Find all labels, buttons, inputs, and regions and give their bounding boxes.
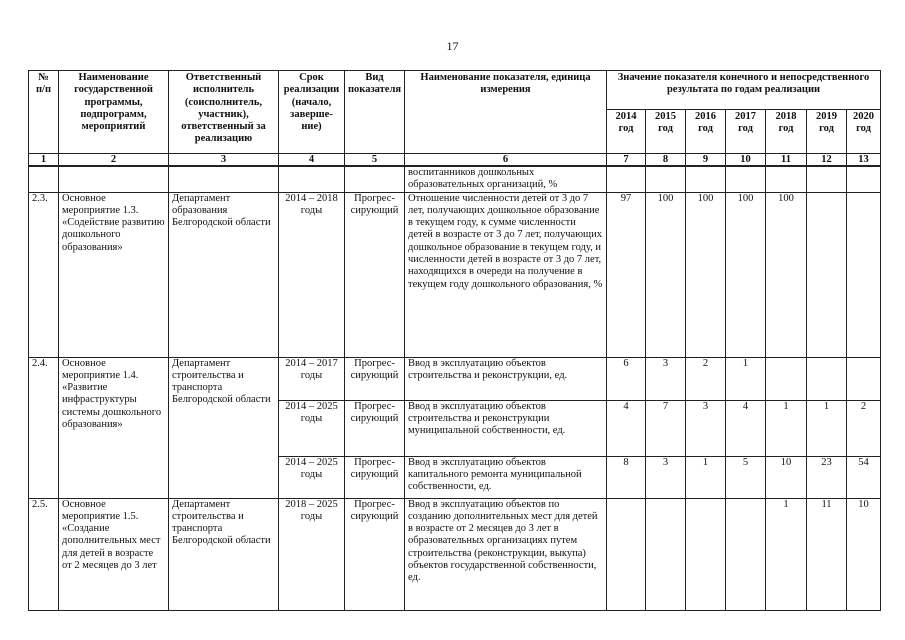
header-year: 2019 год [807,110,847,154]
indicator-name-cell: Ввод в эксплуатацию объектов строительства и реконструкции, ед. [405,357,607,400]
value-cell: 3 [646,456,686,498]
indicator-type-cell: Прогрес-сирующий [345,498,405,610]
indicator-name-cell: воспитанников дошкольных образовательных организаций, % [405,166,607,192]
value-cell: 2 [686,357,726,400]
row-number-cell [29,166,59,192]
header-responsible: Ответственный исполнитель (соисполнитель, участник), ответственный за реализацию [169,71,279,154]
term-cell: 2018 – 2025 годы [279,498,345,610]
column-number: 4 [279,154,345,167]
value-cell: 5 [726,456,766,498]
term-cell [279,166,345,192]
header-number-text: № п/п [35,72,52,96]
header-year: 2015 год [646,110,686,154]
value-cell: 3 [686,400,726,456]
term-cell: 2014 – 2017 годы [279,357,345,400]
responsible-cell: Департамент образования Белгородской области [169,192,279,357]
row-number-cell: 2.5. [29,498,59,610]
column-number: 12 [807,154,847,167]
indicator-name-cell: Ввод в эксплуатацию объектов по созданию дополнительных мест для детей в возрасте от 2 месяцев до 3 лет в образовательных организациях путем строительства (реконструкции, выкупа) объектов государственной собственности, ед. [405,498,607,610]
table-row [29,192,881,357]
value-cell: 100 [646,192,686,357]
indicator-type-cell: Прогрес-сирующий [345,400,405,456]
value-cell: 100 [686,192,726,357]
column-number: 13 [847,154,881,167]
responsible-cell [169,166,279,192]
value-cell [807,166,847,192]
value-cell: 11 [807,498,847,610]
value-cell [726,166,766,192]
column-number: 3 [169,154,279,167]
value-cell [646,498,686,610]
column-number: 11 [766,154,807,167]
program-name-cell: Основное мероприятие 1.3. «Содействие развитию дошкольного образования» [59,192,169,357]
value-cell: 1 [726,357,766,400]
value-cell [607,498,646,610]
value-cell: 6 [607,357,646,400]
indicator-type-cell [345,166,405,192]
header-year: 2014 год [607,110,646,154]
column-number: 9 [686,154,726,167]
indicator-type-cell: Прогрес-сирующий [345,192,405,357]
value-cell: 23 [807,456,847,498]
table-row [29,498,881,610]
value-cell: 7 [646,400,686,456]
column-number: 7 [607,154,646,167]
value-cell: 4 [726,400,766,456]
column-number: 2 [59,154,169,167]
column-number: 6 [405,154,607,167]
header-year: 2017 год [726,110,766,154]
value-cell: 54 [847,456,881,498]
value-cell: 100 [766,192,807,357]
responsible-cell: Департамент строительства и транспорта Белгородской области [169,357,279,498]
value-cell: 1 [766,400,807,456]
header-term: Срок реализации (начало, заверше-ние) [279,71,345,154]
value-cell: 2 [847,400,881,456]
value-cell: 1 [807,400,847,456]
program-name-cell: Основное мероприятие 1.5. «Создание дополнительных мест для детей в возрасте от 2 месяцев до 3 лет [59,498,169,610]
term-cell: 2014 – 2018 годы [279,192,345,357]
program-indicators-table [28,70,881,611]
value-cell [847,357,881,400]
header-number [29,71,59,154]
table-row [29,166,881,192]
value-cell [686,166,726,192]
indicator-type-cell: Прогрес-сирующий [345,456,405,498]
header-program-name: Наименование государственной программы, подпрограмм, мероприятий [59,71,169,154]
indicator-name-cell: Ввод в эксплуатацию объектов строительства и реконструкции муниципальной собственности, ед. [405,400,607,456]
table-row [29,357,881,400]
responsible-cell: Департамент строительства и транспорта Белгородской области [169,498,279,610]
column-number: 10 [726,154,766,167]
header-values-group: Значение показателя конечного и непосредственного результата по годам реализации [607,71,881,110]
term-cell: 2014 – 2025 годы [279,400,345,456]
value-cell [766,166,807,192]
term-cell: 2014 – 2025 годы [279,456,345,498]
value-cell [807,357,847,400]
program-name-cell [59,166,169,192]
indicator-name-cell: Отношение численности детей от 3 до 7 лет, получающих дошкольное образование в текущем году, к сумме численности детей в возрасте от 3 до 7 лет, получающих дошкольное образование в текущем году, и численности детей в возрасте от 3 до 7 лет, находящихся в очереди на получение в текущем году дошкольного образования, % [405,192,607,357]
value-cell: 8 [607,456,646,498]
value-cell [726,498,766,610]
value-cell [847,192,881,357]
value-cell: 1 [686,456,726,498]
program-name-cell: Основное мероприятие 1.4. «Развитие инфраструктуры системы дошкольного образования» [59,357,169,498]
column-number: 5 [345,154,405,167]
value-cell: 10 [847,498,881,610]
value-cell: 4 [607,400,646,456]
value-cell: 1 [766,498,807,610]
header-year: 2016 год [686,110,726,154]
value-cell: 97 [607,192,646,357]
row-number-cell: 2.4. [29,357,59,498]
value-cell [646,166,686,192]
column-number: 1 [29,154,59,167]
value-cell: 3 [646,357,686,400]
page-number: 17 [446,39,459,53]
value-cell [607,166,646,192]
header-year: 2020 год [847,110,881,154]
value-cell [807,192,847,357]
value-cell [766,357,807,400]
header-indicator-type: Вид показателя [345,71,405,154]
row-number-cell: 2.3. [29,192,59,357]
header-year: 2018 год [766,110,807,154]
header-indicator-name: Наименование показателя, единица измерения [405,71,607,154]
value-cell: 10 [766,456,807,498]
column-number: 8 [646,154,686,167]
value-cell: 100 [726,192,766,357]
value-cell [686,498,726,610]
value-cell [847,166,881,192]
indicator-type-cell: Прогрес-сирующий [345,357,405,400]
indicator-name-cell: Ввод в эксплуатацию объектов капитального ремонта муниципальной собственности, ед. [405,456,607,498]
